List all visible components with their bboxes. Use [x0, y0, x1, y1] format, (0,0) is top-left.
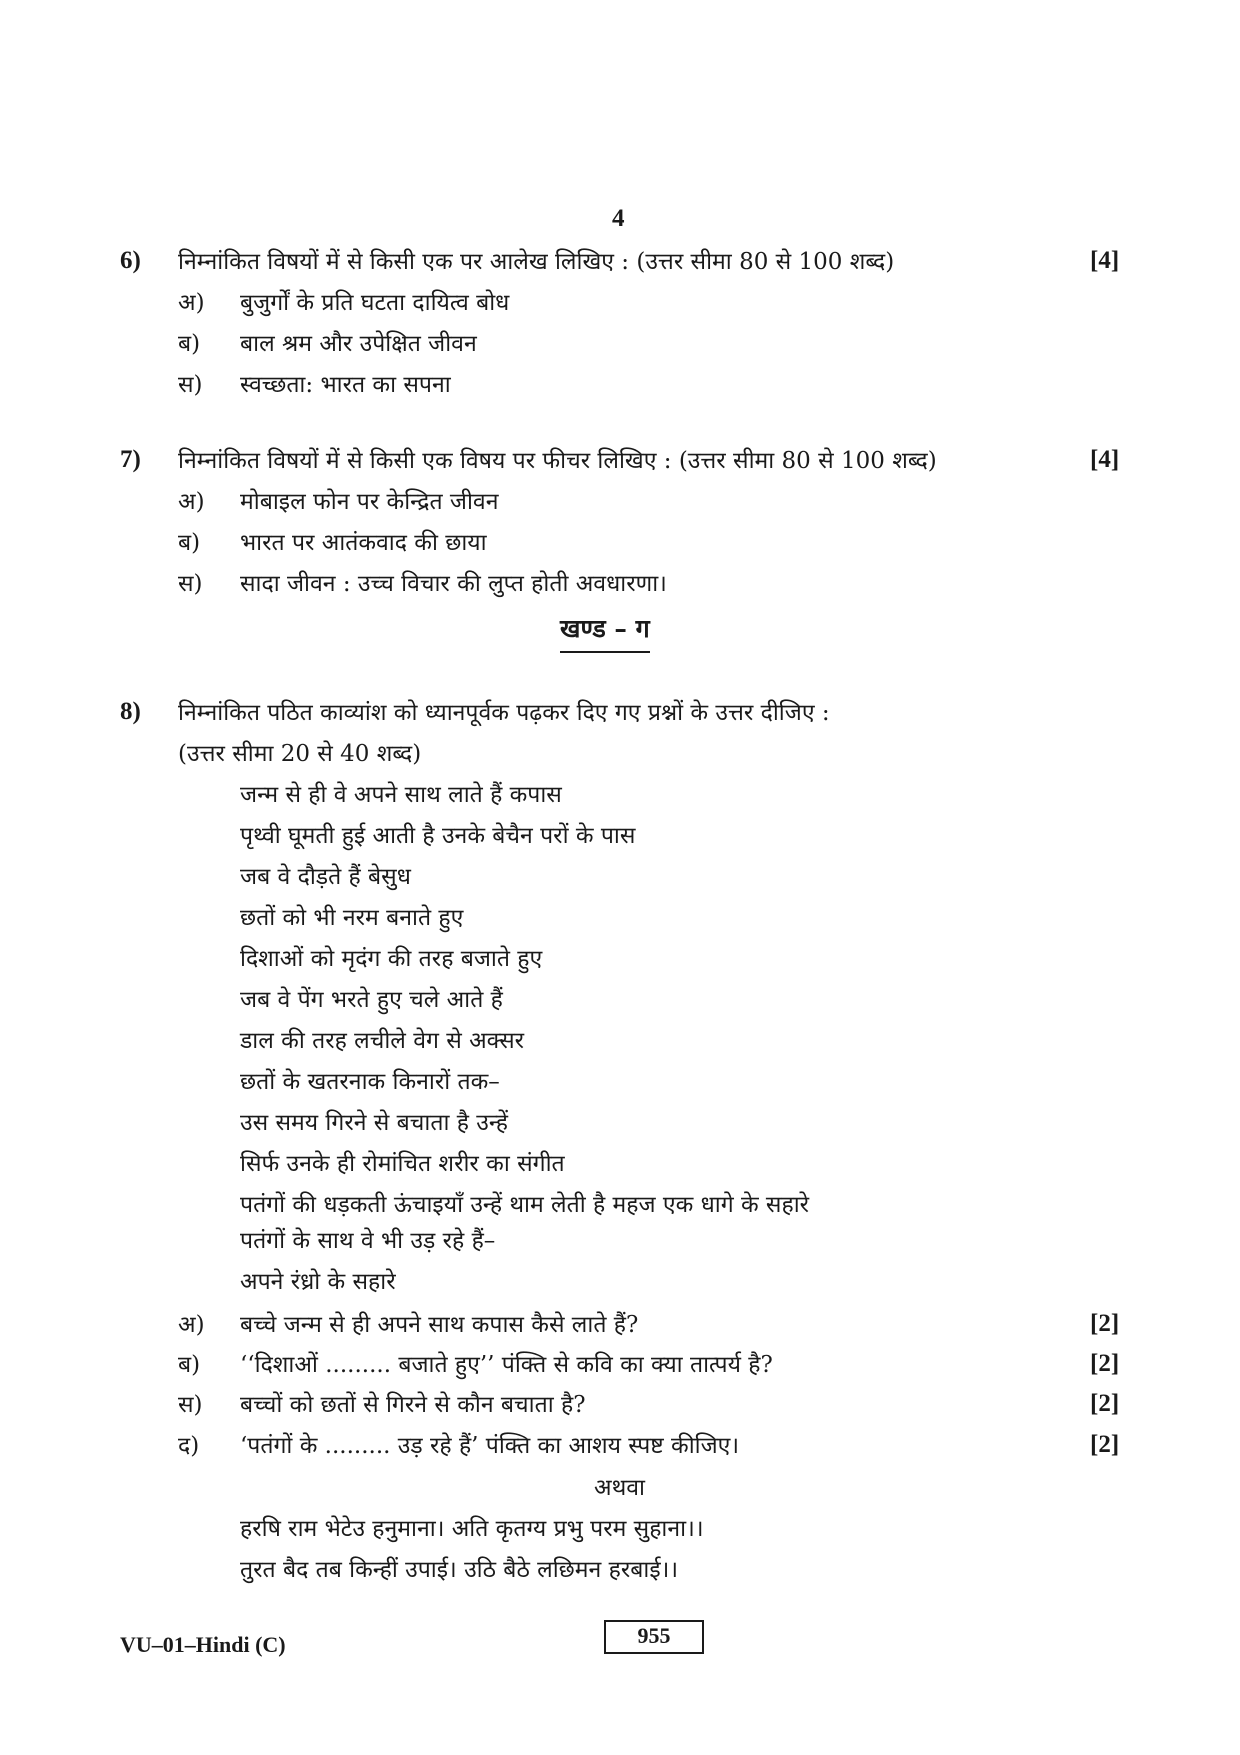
sub-question-text: ‘‘दिशाओं ......... बजाते हुए’’ पंक्ति से कवि का क्या तात्पर्य है? [240, 1352, 773, 1378]
alt-verse-line: तुरत बैद तब किन्हीं उपाई। उठि बैठे लछिमन हरबाई।। [240, 1557, 679, 1583]
poem-line: सिर्फ उनके ही रोमांचित शरीर का संगीत [240, 1151, 565, 1177]
alt-verse-line: हरषि राम भेटेउ हनुमाना। अति कृतग्य प्रभु परम सुहाना।। [240, 1516, 704, 1542]
poem-line: छतों के खतरनाक किनारों तक– [240, 1069, 500, 1095]
section-title: खण्ड – ग [560, 611, 650, 653]
option-text: बाल श्रम और उपेक्षित जीवन [240, 331, 477, 357]
poem-line: दिशाओं को मृदंग की तरह बजाते हुए [240, 946, 543, 972]
sub-question-label: ब) [178, 1352, 201, 1378]
page-number: 4 [612, 205, 625, 232]
poem-line: पतंगों की धड़कती ऊंचाइयाँ उन्हें थाम लेती है महज एक धागे के सहारे [240, 1192, 810, 1218]
sub-question-marks: [2] [1090, 1310, 1120, 1337]
or-label: अथवा [594, 1475, 646, 1501]
question-text: निम्नांकित विषयों में से किसी एक पर आलेख लिखिए : (उत्तर सीमा 80 से 100 शब्द) [178, 249, 895, 275]
option-label: ब) [178, 530, 201, 556]
option-text: भारत पर आतंकवाद की छाया [240, 530, 487, 556]
question-marks: [4] [1090, 247, 1120, 274]
option-label: ब) [178, 331, 201, 357]
option-text: बुजुर्गों के प्रति घटता दायित्व बोध [240, 290, 510, 316]
question-text: निम्नांकित विषयों में से किसी एक विषय पर फीचर लिखिए : (उत्तर सीमा 80 से 100 शब्द) [178, 448, 937, 474]
question-number: 8) [120, 698, 141, 725]
poem-line: पतंगों के साथ वे भी उड़ रहे हैं– [240, 1228, 496, 1254]
question-number: 6) [120, 247, 141, 274]
sub-question-text: बच्चे जन्म से ही अपने साथ कपास कैसे लाते हैं? [240, 1312, 639, 1338]
poem-line: उस समय गिरने से बचाता है उन्हें [240, 1110, 508, 1136]
option-text: सादा जीवन : उच्च विचार की लुप्त होती अवधारणा। [240, 571, 667, 597]
option-text: मोबाइल फोन पर केन्द्रित जीवन [240, 489, 499, 515]
poem-line: जन्म से ही वे अपने साथ लाते हैं कपास [240, 782, 562, 808]
sub-question-marks: [2] [1090, 1390, 1120, 1417]
option-label: स) [178, 372, 203, 398]
sub-question-label: द) [178, 1433, 200, 1459]
option-label: स) [178, 571, 203, 597]
page-code-box: 955 [604, 1620, 704, 1654]
word-limit: (उत्तर सीमा 20 से 40 शब्द) [178, 741, 422, 767]
question-number: 7) [120, 446, 141, 473]
sub-question-label: अ) [178, 1312, 205, 1338]
poem-line: डाल की तरह लचीले वेग से अक्सर [240, 1028, 525, 1054]
sub-question-label: स) [178, 1392, 203, 1418]
sub-question-marks: [2] [1090, 1350, 1120, 1377]
poem-line: जब वे दौड़ते हैं बेसुध [240, 864, 411, 890]
poem-line: पृथ्वी घूमती हुई आती है उनके बेचैन परों के पास [240, 823, 636, 849]
sub-question-text: ‘पतंगों के ......... उड़ रहे हैं’ पंक्ति का आशय स्पष्ट कीजिए। [240, 1433, 740, 1459]
option-label: अ) [178, 489, 205, 515]
question-marks: [4] [1090, 446, 1120, 473]
option-label: अ) [178, 290, 205, 316]
poem-line: छतों को भी नरम बनाते हुए [240, 905, 464, 931]
option-text: स्वच्छता: भारत का सपना [240, 372, 451, 398]
sub-question-marks: [2] [1090, 1431, 1120, 1458]
question-text: निम्नांकित पठित काव्यांश को ध्यानपूर्वक पढ़कर दिए गए प्रश्नों के उत्तर दीजिए : [178, 700, 830, 726]
poem-line: जब वे पेंग भरते हुए चले आते हैं [240, 987, 503, 1013]
poem-line: अपने रंध्रो के सहारे [240, 1269, 396, 1295]
sub-question-text: बच्चों को छतों से गिरने से कौन बचाता है? [240, 1392, 586, 1418]
paper-code: VU–01–Hindi (C) [120, 1632, 286, 1657]
